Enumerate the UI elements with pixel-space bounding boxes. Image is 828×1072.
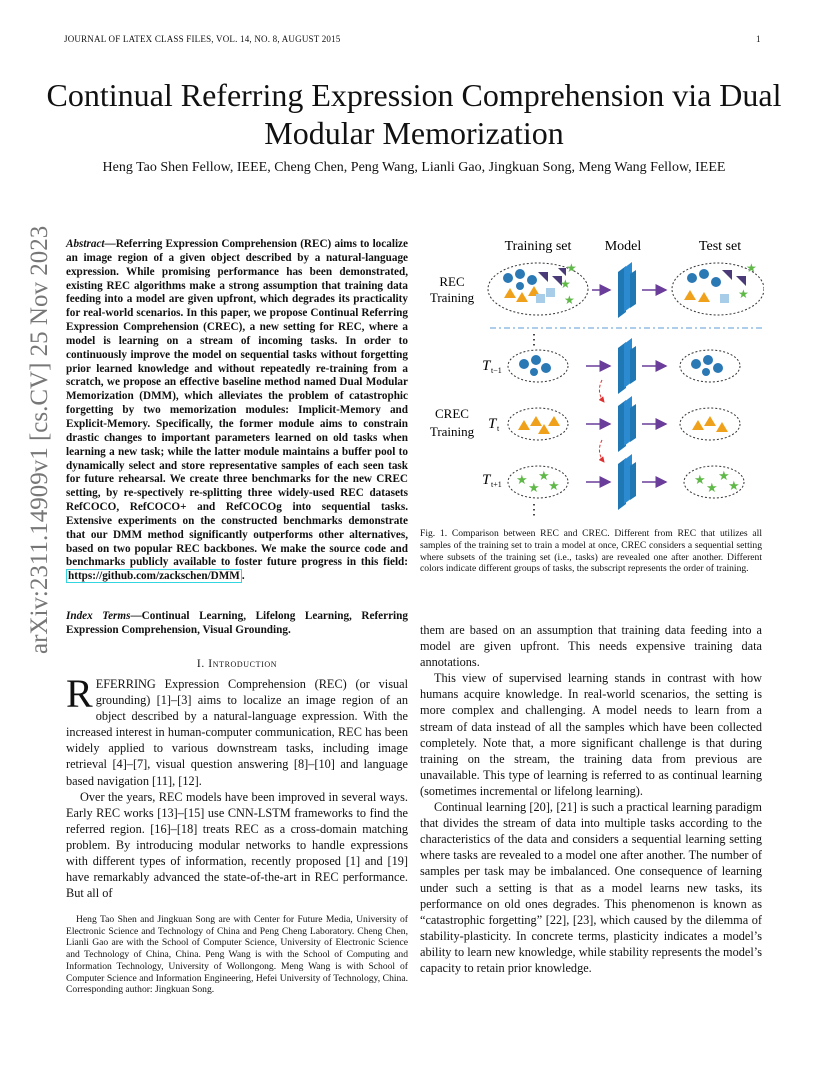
svg-text:★: ★ (528, 480, 540, 495)
task-prev-model-icon (618, 338, 636, 394)
svg-text:⋮: ⋮ (527, 503, 541, 518)
intro-left-column (66, 671, 408, 901)
arxiv-stamp: arXiv:2311.14909v1 [cs.CV] 25 Nov 2023 (26, 225, 53, 654)
abstract-label: Abstract (66, 238, 105, 250)
svg-text:★: ★ (706, 480, 718, 495)
fig-crec-label: CREC (435, 406, 469, 421)
rec-test-cloud (672, 261, 764, 315)
intro-paragraph-2: Over the years, REC models have been improved in several ways. Early REC works [13]–[15] use CNN-LSTM frameworks to find the referred region. [16]–[18] treats REC as a cross-domain matching problem. By introducing modular networks to handle expressions with different types of information, recently proposed [1] and [19] have remarkably advanced the state-of-the-art in REC performance. But all of (66, 789, 408, 901)
task-next-cloud (508, 466, 568, 498)
page-number: 1 (756, 34, 761, 44)
svg-text:★: ★ (548, 478, 560, 493)
index-terms-label: Index Terms (66, 610, 131, 622)
paper-title: Continual Referring Expression Comprehension via Dual Modular Memorization (46, 77, 782, 151)
running-head: JOURNAL OF LATEX CLASS FILES, VOL. 14, NO. 8, AUGUST 2015 (64, 34, 341, 44)
svg-text:★: ★ (560, 277, 571, 291)
fig-rec-training-label: Training (429, 290, 475, 305)
footnote-text: Heng Tao Shen and Jingkuan Song are with Center for Future Media, University of Electronic Science and Technology of China and Peng Cheng Laboratory. Cheng Chen, Lianli Gao are with the School of Computer Science, University of Electronic Science and Technology of China, China. Peng Wang is with the School of Computing and Information Technology, University of Wollongong. Meng Wang is with School of Computer Science and Information Engineering, Hefei University of Technology, China. Corresponding author: Jingkuan Song. (66, 914, 408, 996)
task-prev-label: T (482, 358, 491, 374)
task-cur-sub: t (497, 424, 500, 433)
task-cur-cloud (508, 408, 568, 440)
intro-right-column (420, 622, 762, 976)
author-footnote (66, 914, 408, 996)
svg-text:★: ★ (738, 287, 749, 301)
intro-paragraph-1 (66, 671, 408, 789)
drop-cap: R (66, 671, 93, 716)
task-prev-test-cloud (680, 350, 740, 382)
svg-text:★: ★ (694, 472, 706, 487)
task-prev-sub: t−1 (491, 366, 502, 375)
svg-text:★: ★ (538, 468, 550, 483)
svg-text:★: ★ (566, 261, 577, 275)
index-terms (66, 610, 408, 638)
fig-crec-training-label: Training (429, 424, 475, 439)
svg-text:★: ★ (746, 261, 757, 275)
author-list: Heng Tao Shen Fellow, IEEE, Cheng Chen, Peng Wang, Lianli Gao, Jingkuan Song, Meng Wang Fellow, IEEE (102, 160, 726, 175)
rec-training-cloud (488, 261, 588, 315)
fig-col-model: Model (604, 239, 642, 254)
abstract-end: . (241, 570, 245, 583)
svg-text:⋮: ⋮ (527, 333, 541, 348)
task-next-sub: t+1 (491, 480, 502, 489)
task-next-test-cloud (684, 466, 744, 498)
intro-paragraph-1-text: EFERRING Expression Comprehension (REC) (or visual grounding) [1]–[3] aims to localize an image region of an object described by a natural-language expression. With the increased interest in human-computer communication, REC has been widely applied to various downstream tasks, including image retrieval [4]–[7], visual question answering [8]–[10] and language based navigation [11], [12]. (66, 677, 408, 788)
abstract (66, 238, 408, 584)
figure-1 (420, 232, 764, 522)
task-cur-model-icon (618, 396, 636, 452)
rec-model-icon (618, 262, 636, 318)
abstract-text: —Referring Expression Comprehension (REC) aims to localize an image region of a given object described by a natural-language expression. While promising performance has been demonstrated, existing REC algorithms make a strong assumption that training data feeding into a model are given upfront, which degrades its practicality for real-world scenarios. In this paper, we propose Continual Referring Expression Comprehension (CREC), a new setting for REC, where a model is learning on a stream of incoming tasks. In order to continuously improve the model on sequential tasks without forgetting prior learned knowledge and without repeatedly re-training from a scratch, we propose an effective baseline method named Dual Modular Memorization (DMM), which alleviates the problem of catastrophic forgetting by two memorization modules: Implicit-Memory and Explicit-Memory. Specifically, the former module aims to constrain drastic changes to important parameters learned on old tasks when learning a new task; while the latter module maintains a buffer pool to dynamically select and store representative samples of each seen task for future rehearsal. We create three benchmarks for the new CREC setting, by re-spectively re-splitting three widely-used REC datasets RefCOCO, RefCOCO+ and RefCOCOg into sequential tasks. Extensive experiments on the constructed benchmarks demonstrate that our DMM method significantly outperforms other alternatives, based on two popular REC backbones. We make the source code and benchmarks publicly available to foster future progress in this field: (66, 238, 408, 569)
svg-text:★: ★ (516, 472, 528, 487)
intro-right-paragraph-2: Continual learning [20], [21] is such a practical learning paradigm that divides the stream of data into multiple tasks according to the characteristics of the data and considers a sequential learning setting where tasks are revealed to a model one after another. The number of samples per task may be imbalanced. One consequence of learning under such a setting is that as a model learns new tasks, its performance on old ones degrades. This phenomenon is known as “catastrophic forgetting” [22], [23], which caused by the dilemma of stability-plasticity. In concrete terms, plasticity indicates a model’s ability to learn new knowledge, while stability represents the model’s capacity to retain prior knowledge. (420, 800, 762, 975)
index-terms-text: —Continual Learning, Lifelong Learning, Referring Expression Comprehension, Visual Grounding. (66, 610, 408, 636)
figure-1-caption: Fig. 1. Comparison between REC and CREC. Different from REC that utilizes all samples of the training set to train a model at once, CREC considers a sequential setting where subsets of the training set (i.e., tasks) are revealed one after another. Different colors indicate different groups of tasks, the subscript represents the order of training. (420, 528, 762, 575)
fig-col-test-set: Test set (698, 239, 742, 254)
fig-rec-label: REC (439, 274, 465, 289)
code-link[interactable]: https://github.com/zackschen/DMM (68, 570, 240, 583)
task-next-model-icon (618, 454, 636, 510)
section-heading: I. Introduction (196, 658, 278, 670)
svg-text:★: ★ (718, 468, 730, 483)
fig-col-training-set: Training set (504, 239, 572, 254)
svg-text:★: ★ (728, 478, 740, 493)
intro-right-paragraph-1: This view of supervised learning stands in contrast with how humans acquire knowledge. In real-world scenarios, the setting is more complex and challenging. A model needs to learn from a stream of data instead of all the samples which have been collected completely. Note that, a more significant challenge is that during training on the stream, the training data from previous are unavailable. This type of learning is referred to as continual learning (sometimes incremental or lifelong learning). (420, 671, 762, 798)
task-cur-label: T (488, 416, 497, 432)
svg-text:★: ★ (564, 293, 575, 307)
task-prev-cloud (508, 350, 568, 382)
intro-right-paragraph-0: them are based on an assumption that training data feeding into a model are given upfront. This needs expensive training data annotations. (420, 623, 762, 670)
task-cur-test-cloud (680, 408, 740, 440)
task-next-label: T (482, 472, 491, 488)
